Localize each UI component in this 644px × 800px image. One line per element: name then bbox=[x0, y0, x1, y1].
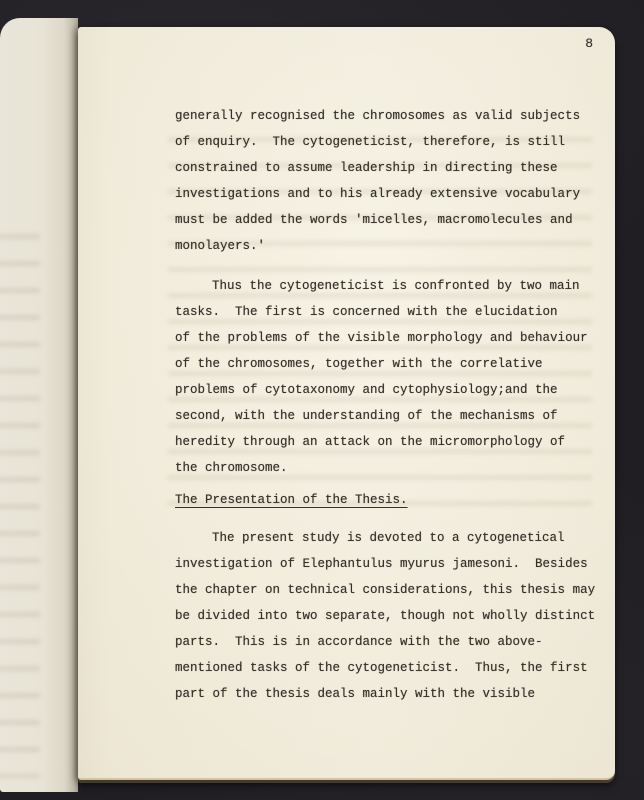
text-line: of enquiry. The cytogeneticist, therefore, is still bbox=[175, 135, 566, 149]
text-line: constrained to assume leadership in directing these bbox=[175, 161, 558, 175]
text-line: monolayers.' bbox=[175, 239, 266, 253]
text-line: the chromosome. bbox=[175, 461, 288, 475]
text-line: of the problems of the visible morphology and behaviour bbox=[175, 331, 588, 345]
text-line: tasks. The first is concerned with the elucidation bbox=[175, 305, 558, 319]
text-line: The present study is devoted to a cytogenetical bbox=[212, 531, 565, 545]
text-line: parts. This is in accordance with the two above- bbox=[175, 635, 543, 649]
paragraph bbox=[175, 103, 599, 259]
text-line: of the chromosomes, together with the correlative bbox=[175, 357, 543, 371]
typewritten-text-block bbox=[175, 103, 599, 707]
text-line: Thus the cytogeneticist is confronted by two main bbox=[212, 279, 580, 293]
text-line: the chapter on technical considerations, this thesis may bbox=[175, 583, 596, 597]
book-page bbox=[78, 27, 615, 780]
show-through-text bbox=[0, 218, 40, 778]
text-line: investigations and to his already extensive vocabulary bbox=[175, 187, 581, 201]
text-line: problems of cytotaxonomy and cytophysiology;and the bbox=[175, 383, 558, 397]
text-line: be divided into two separate, though not wholly distinct bbox=[175, 609, 596, 623]
text-line: heredity through an attack on the micromorphology of bbox=[175, 435, 566, 449]
text-line: second, with the understanding of the mechanisms of bbox=[175, 409, 558, 423]
text-line: mentioned tasks of the cytogeneticist. Thus, the first bbox=[175, 661, 588, 675]
section-heading: The Presentation of the Thesis. bbox=[175, 493, 408, 507]
text-line: part of the thesis deals mainly with the visible bbox=[175, 687, 536, 701]
text-line: generally recognised the chromosomes as valid subjects bbox=[175, 109, 581, 123]
previous-page-edge bbox=[0, 18, 78, 792]
paragraph bbox=[175, 273, 599, 481]
paragraph bbox=[175, 525, 599, 707]
text-line: must be added the words 'micelles, macromolecules and bbox=[175, 213, 573, 227]
page-number: 8 bbox=[585, 36, 593, 51]
text-line: investigation of Elephantulus myurus jamesoni. Besides bbox=[175, 557, 588, 571]
